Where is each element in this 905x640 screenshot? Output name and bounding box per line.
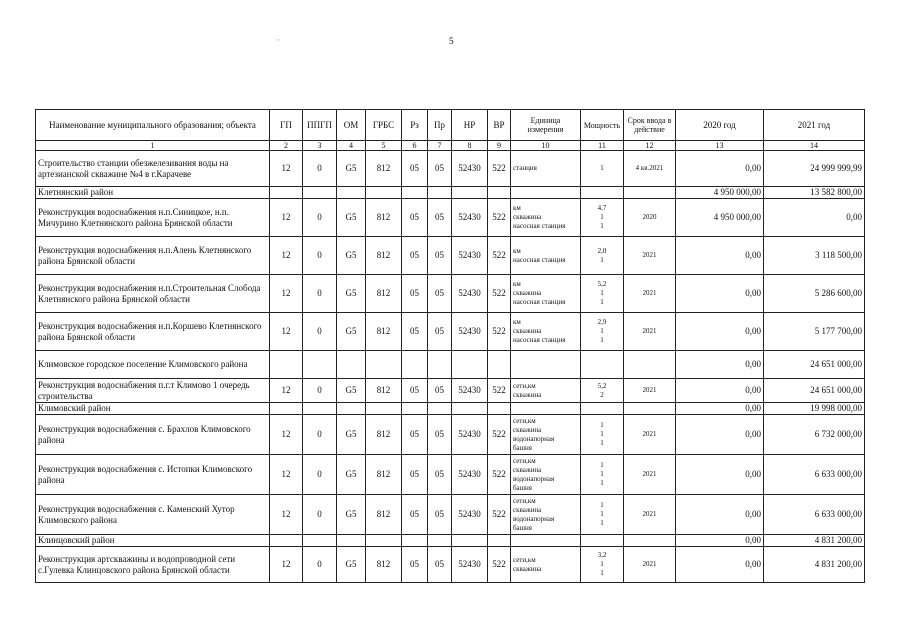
cell-gp: 12 — [270, 237, 303, 275]
cell-ppgp — [303, 535, 337, 547]
cell-y2021: 24 999 999,99 — [764, 151, 865, 187]
cell-pr: 05 — [428, 199, 452, 237]
cell-y2021: 6 633 000,00 — [764, 495, 865, 535]
cell-vr: 522 — [488, 415, 511, 455]
cell-rz — [402, 403, 428, 415]
cell-unit — [511, 535, 581, 547]
column-number: 14 — [764, 141, 865, 151]
column-number: 4 — [337, 141, 366, 151]
table-row — [36, 547, 865, 583]
cell-nr: 52430 — [452, 379, 488, 403]
header-gp: ГП — [270, 110, 303, 141]
cell-rz: 05 — [402, 151, 428, 187]
cell-name: Реконструкция водоснабжения с. Каменский Хутор Климовского района — [36, 495, 270, 535]
cell-y2020: 0,00 — [676, 379, 764, 403]
cell-y2021: 6 633 000,00 — [764, 455, 865, 495]
cell-rz: 05 — [402, 275, 428, 313]
cell-gp: 12 — [270, 547, 303, 583]
cell-power: 1 — [581, 151, 624, 187]
cell-nr: 52430 — [452, 275, 488, 313]
cell-unit: сети,км скважина водонапорная башня — [511, 495, 581, 535]
cell-power: 1 1 1 — [581, 495, 624, 535]
cell-name: Реконструкция водоснабжения с. Истопки Климовского района — [36, 455, 270, 495]
cell-grbs — [366, 535, 402, 547]
column-number: 11 — [581, 141, 624, 151]
cell-nr — [452, 351, 488, 379]
cell-gp — [270, 535, 303, 547]
cell-pr: 05 — [428, 455, 452, 495]
cell-y2020: 4 950 000,00 — [676, 187, 764, 199]
cell-term — [624, 535, 676, 547]
page-number: 5 — [449, 36, 454, 46]
cell-rz: 05 — [402, 237, 428, 275]
cell-name: Строительство станции обезжелезивания воды на артезианской скважине №4 в г.Карачеве — [36, 151, 270, 187]
cell-y2020: 0,00 — [676, 313, 764, 351]
header-2021: 2021 год — [764, 110, 865, 141]
cell-vr: 522 — [488, 275, 511, 313]
cell-y2021: 19 998 000,00 — [764, 403, 865, 415]
cell-vr: 522 — [488, 151, 511, 187]
cell-unit: км скважина насосная станция — [511, 275, 581, 313]
cell-om: G5 — [337, 547, 366, 583]
cell-unit — [511, 187, 581, 199]
column-number-row — [36, 141, 865, 151]
cell-vr: 522 — [488, 379, 511, 403]
cell-y2021: 5 286 600,00 — [764, 275, 865, 313]
cell-gp — [270, 351, 303, 379]
cell-power: 2,0 1 — [581, 237, 624, 275]
cell-om: G5 — [337, 237, 366, 275]
cell-pr: 05 — [428, 313, 452, 351]
cell-y2021: 3 118 500,00 — [764, 237, 865, 275]
cell-ppgp: 0 — [303, 455, 337, 495]
cell-term: 2021 — [624, 547, 676, 583]
cell-gp: 12 — [270, 199, 303, 237]
cell-ppgp: 0 — [303, 151, 337, 187]
cell-pr — [428, 403, 452, 415]
cell-gp — [270, 403, 303, 415]
cell-term: 2020 — [624, 199, 676, 237]
cell-name: Реконструкция водоснабжения н.п.Коршево Клетнянского района Брянской области — [36, 313, 270, 351]
cell-gp: 12 — [270, 415, 303, 455]
cell-grbs: 812 — [366, 379, 402, 403]
cell-grbs: 812 — [366, 313, 402, 351]
table-row — [36, 237, 865, 275]
cell-ppgp — [303, 351, 337, 379]
cell-y2020: 0,00 — [676, 455, 764, 495]
column-number: 1 — [36, 141, 270, 151]
cell-term: 2021 — [624, 455, 676, 495]
cell-pr: 05 — [428, 495, 452, 535]
cell-unit: сети,км скважина водонапорная башня — [511, 415, 581, 455]
cell-pr: 05 — [428, 275, 452, 313]
cell-name: Реконструкция водоснабжения н.п.Синицкое, н.п. Мичурино Клетнянского района Брянской области — [36, 199, 270, 237]
cell-unit — [511, 403, 581, 415]
cell-ppgp: 0 — [303, 237, 337, 275]
cell-y2021: 6 732 000,00 — [764, 415, 865, 455]
cell-gp: 12 — [270, 379, 303, 403]
cell-name: Реконструкция артскважины и водопроводной сети с.Гулевка Клинцовского района Брянской области — [36, 547, 270, 583]
cell-rz — [402, 535, 428, 547]
cell-vr — [488, 351, 511, 379]
cell-grbs: 812 — [366, 199, 402, 237]
cell-vr — [488, 403, 511, 415]
cell-y2021: 24 651 000,00 — [764, 351, 865, 379]
table-row — [36, 187, 865, 199]
cell-pr: 05 — [428, 237, 452, 275]
column-number: 12 — [624, 141, 676, 151]
column-number: 9 — [488, 141, 511, 151]
cell-y2021: 0,00 — [764, 199, 865, 237]
column-number: 7 — [428, 141, 452, 151]
cell-vr: 522 — [488, 495, 511, 535]
cell-nr — [452, 535, 488, 547]
cell-power: 5,2 1 1 — [581, 275, 624, 313]
cell-y2021: 4 831 200,00 — [764, 547, 865, 583]
cell-grbs: 812 — [366, 415, 402, 455]
cell-term: 2021 — [624, 275, 676, 313]
cell-nr: 52430 — [452, 455, 488, 495]
table-row — [36, 313, 865, 351]
cell-ppgp: 0 — [303, 275, 337, 313]
cell-power — [581, 351, 624, 379]
cell-grbs — [366, 351, 402, 379]
cell-pr — [428, 351, 452, 379]
table-row — [36, 535, 865, 547]
cell-term: 2021 — [624, 379, 676, 403]
header-term: Срок ввода в действие — [624, 110, 676, 141]
cell-om: G5 — [337, 415, 366, 455]
cell-unit: станция — [511, 151, 581, 187]
cell-gp: 12 — [270, 313, 303, 351]
cell-rz: 05 — [402, 313, 428, 351]
cell-nr: 52430 — [452, 547, 488, 583]
cell-y2020: 0,00 — [676, 535, 764, 547]
cell-ppgp: 0 — [303, 313, 337, 351]
cell-term — [624, 351, 676, 379]
cell-gp: 12 — [270, 275, 303, 313]
header-grbs: ГРБС — [366, 110, 402, 141]
cell-ppgp: 0 — [303, 379, 337, 403]
cell-y2020: 0,00 — [676, 151, 764, 187]
cell-y2021: 13 582 800,00 — [764, 187, 865, 199]
cell-name: Климовское городское поселение Климовского района — [36, 351, 270, 379]
cell-om — [337, 187, 366, 199]
cell-vr: 522 — [488, 199, 511, 237]
header-2020: 2020 год — [676, 110, 764, 141]
cell-ppgp — [303, 403, 337, 415]
cell-nr — [452, 187, 488, 199]
cell-nr: 52430 — [452, 199, 488, 237]
scan-speck: ﾞ — [277, 39, 281, 48]
cell-vr — [488, 187, 511, 199]
header-rz: Рз — [402, 110, 428, 141]
cell-term — [624, 187, 676, 199]
cell-unit — [511, 351, 581, 379]
cell-gp: 12 — [270, 455, 303, 495]
cell-om: G5 — [337, 151, 366, 187]
cell-nr: 52430 — [452, 495, 488, 535]
cell-om: G5 — [337, 379, 366, 403]
cell-grbs: 812 — [366, 275, 402, 313]
cell-rz: 05 — [402, 199, 428, 237]
cell-om: G5 — [337, 313, 366, 351]
cell-om: G5 — [337, 199, 366, 237]
header-nr: НР — [452, 110, 488, 141]
header-vr: ВР — [488, 110, 511, 141]
cell-nr: 52430 — [452, 313, 488, 351]
cell-y2021: 4 831 200,00 — [764, 535, 865, 547]
cell-unit: км скважина насосная станция — [511, 199, 581, 237]
cell-name: Реконструкция водоснабжения с. Брахлов Климовского района — [36, 415, 270, 455]
cell-grbs: 812 — [366, 495, 402, 535]
table-row — [36, 403, 865, 415]
cell-vr: 522 — [488, 313, 511, 351]
cell-power — [581, 535, 624, 547]
cell-nr — [452, 403, 488, 415]
cell-rz: 05 — [402, 379, 428, 403]
table-row — [36, 415, 865, 455]
column-number: 2 — [270, 141, 303, 151]
cell-om: G5 — [337, 495, 366, 535]
cell-power: 1 1 1 — [581, 455, 624, 495]
cell-rz: 05 — [402, 547, 428, 583]
header-power: Мощность — [581, 110, 624, 141]
table-row — [36, 379, 865, 403]
cell-power: 4,7 1 1 — [581, 199, 624, 237]
cell-pr: 05 — [428, 379, 452, 403]
cell-power: 2,9 1 1 — [581, 313, 624, 351]
cell-vr: 522 — [488, 237, 511, 275]
cell-om: G5 — [337, 275, 366, 313]
cell-vr: 522 — [488, 547, 511, 583]
cell-term: 2021 — [624, 415, 676, 455]
cell-ppgp: 0 — [303, 547, 337, 583]
header-unit: Единица измерения — [511, 110, 581, 141]
cell-pr — [428, 535, 452, 547]
cell-unit: км насосная станция — [511, 237, 581, 275]
cell-name: Климовский район — [36, 403, 270, 415]
table-body — [36, 151, 865, 583]
cell-rz: 05 — [402, 415, 428, 455]
column-number: 3 — [303, 141, 337, 151]
cell-ppgp — [303, 187, 337, 199]
budget-table — [35, 109, 865, 583]
table-row — [36, 199, 865, 237]
cell-rz — [402, 187, 428, 199]
cell-pr: 05 — [428, 151, 452, 187]
table-row — [36, 351, 865, 379]
cell-grbs: 812 — [366, 151, 402, 187]
cell-y2020: 0,00 — [676, 237, 764, 275]
cell-rz — [402, 351, 428, 379]
cell-vr — [488, 535, 511, 547]
cell-gp: 12 — [270, 495, 303, 535]
header-pr: Пр — [428, 110, 452, 141]
cell-om: G5 — [337, 455, 366, 495]
cell-nr: 52430 — [452, 415, 488, 455]
cell-ppgp: 0 — [303, 415, 337, 455]
cell-unit: сети,км скважина водонапорная башня — [511, 455, 581, 495]
column-number: 10 — [511, 141, 581, 151]
cell-unit: сети,км скважина — [511, 379, 581, 403]
cell-name: Клинцовский район — [36, 535, 270, 547]
cell-name: Реконструкция водоснабжения н.п.Строительная Слобода Клетнянского района Брянской области — [36, 275, 270, 313]
table-row — [36, 151, 865, 187]
header-name: Наименование муниципального образования; объекта — [36, 110, 270, 141]
cell-pr — [428, 187, 452, 199]
cell-name: Клетнянский район — [36, 187, 270, 199]
cell-grbs: 812 — [366, 455, 402, 495]
cell-pr: 05 — [428, 547, 452, 583]
table-row — [36, 455, 865, 495]
cell-y2020: 4 950 000,00 — [676, 199, 764, 237]
cell-gp — [270, 187, 303, 199]
cell-name: Реконструкция водоснабжения н.п.Алень Клетнянского района Брянской области — [36, 237, 270, 275]
cell-nr: 52430 — [452, 151, 488, 187]
cell-y2020: 0,00 — [676, 351, 764, 379]
cell-y2021: 24 651 000,00 — [764, 379, 865, 403]
cell-om — [337, 403, 366, 415]
cell-y2020: 0,00 — [676, 415, 764, 455]
cell-y2020: 0,00 — [676, 275, 764, 313]
cell-unit: сети,км скважина — [511, 547, 581, 583]
table-row — [36, 495, 865, 535]
column-number: 6 — [402, 141, 428, 151]
cell-gp: 12 — [270, 151, 303, 187]
cell-power: 1 1 1 — [581, 415, 624, 455]
cell-om — [337, 535, 366, 547]
cell-om — [337, 351, 366, 379]
cell-grbs: 812 — [366, 547, 402, 583]
cell-unit: км скважина насосная станция — [511, 313, 581, 351]
header-om: ОМ — [337, 110, 366, 141]
cell-ppgp: 0 — [303, 199, 337, 237]
cell-grbs — [366, 187, 402, 199]
cell-power — [581, 187, 624, 199]
column-number: 8 — [452, 141, 488, 151]
cell-vr: 522 — [488, 455, 511, 495]
cell-term — [624, 403, 676, 415]
cell-grbs: 812 — [366, 237, 402, 275]
header-row — [36, 110, 865, 141]
cell-y2020: 0,00 — [676, 403, 764, 415]
cell-term: 2021 — [624, 237, 676, 275]
cell-nr: 52430 — [452, 237, 488, 275]
cell-power: 5,2 2 — [581, 379, 624, 403]
cell-rz: 05 — [402, 455, 428, 495]
cell-pr: 05 — [428, 415, 452, 455]
cell-rz: 05 — [402, 495, 428, 535]
cell-name: Реконструкция водоснабжения п.г.т Климово 1 очередь строительства — [36, 379, 270, 403]
column-number: 5 — [366, 141, 402, 151]
cell-term: 4 кв.2021 — [624, 151, 676, 187]
cell-power — [581, 403, 624, 415]
cell-term: 2021 — [624, 313, 676, 351]
cell-power: 3,2 1 1 — [581, 547, 624, 583]
cell-y2020: 0,00 — [676, 495, 764, 535]
cell-ppgp: 0 — [303, 495, 337, 535]
cell-y2021: 5 177 700,00 — [764, 313, 865, 351]
cell-term: 2021 — [624, 495, 676, 535]
header-ppgp: ППГП — [303, 110, 337, 141]
column-number: 13 — [676, 141, 764, 151]
cell-y2020: 0,00 — [676, 547, 764, 583]
cell-grbs — [366, 403, 402, 415]
table-row — [36, 275, 865, 313]
